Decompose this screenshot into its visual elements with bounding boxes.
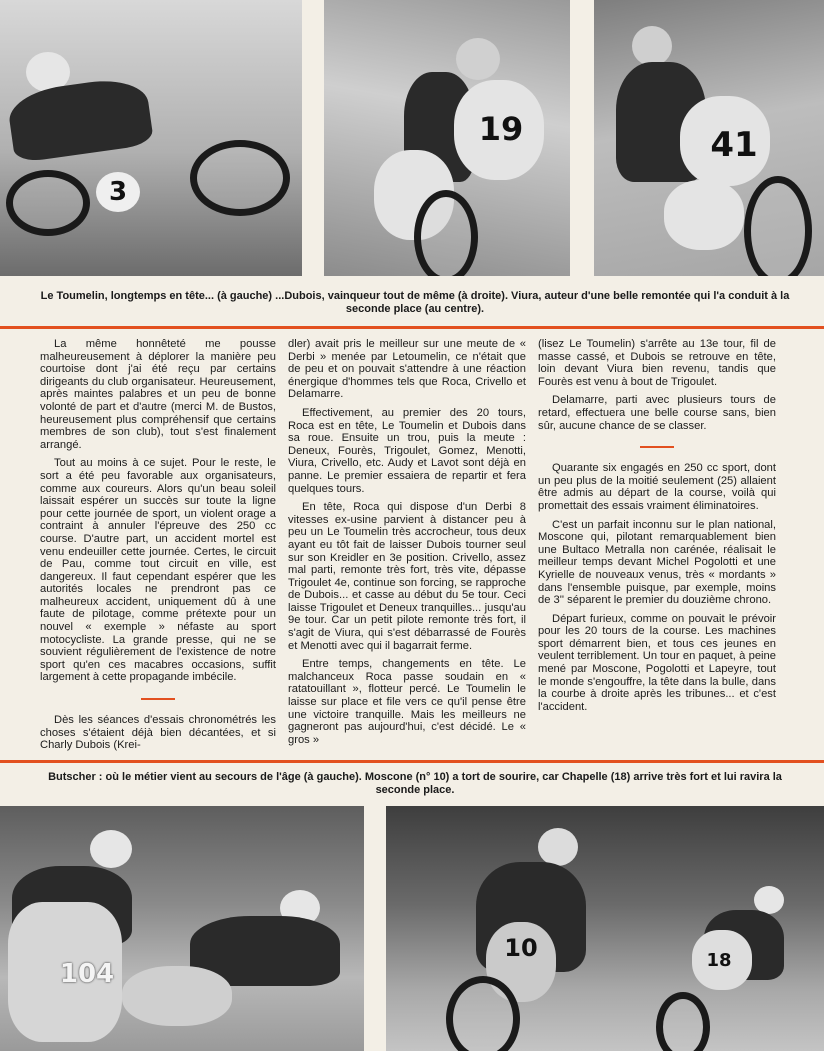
article-paragraph: Départ furieux, comme on pouvait le prévoir pour les 20 tours de la course. Les machines sport démarrent bien, et tous ces jeunes en veulent terriblement. Un tour en paquet, à peine mené par Moscone, Pogolotti et Lapeyre, tout le monde s'engouffre, la tête dans la bulle, dans la courbe à droite après les tribunes... et c'est l'accident. (538, 612, 776, 713)
photo-butscher-sidecar (0, 806, 364, 1051)
article-paragraph: (lisez Le Toumelin) s'arrête au 13e tour, fil de masse cassé, et Dubois se retrouve en tête, loin devant Viura bien revenu, tandis que Fourès est venu à bout de Trigoulet. (538, 338, 776, 388)
photo-le-toumelin (0, 0, 302, 276)
article-column-1 (40, 338, 276, 758)
race-number-104: 104 (59, 959, 115, 989)
photo-moscone-chapelle (386, 806, 824, 1051)
section-separator (640, 446, 674, 448)
bottom-divider (0, 760, 824, 763)
race-number-18: 18 (706, 949, 732, 971)
article-column-3 (538, 338, 776, 719)
top-divider (0, 326, 824, 329)
article-paragraph: C'est un parfait inconnu sur le plan national, Moscone qui, pilotant remarquablement bien une Bultaco Metralla non carénée, réalisait le meilleur temps devant Michel Pogolotti et une Kyrielle de nouveaux venus, très « mordants » dans l'ensemble puisque, par exemple, moins de 3'' séparent le premier du douzième chrono. (538, 518, 776, 607)
article-paragraph: Delamarre, parti avec plusieurs tours de retard, effectuera une belle course sans, bien sûr, aucune chance de se classer. (538, 394, 776, 432)
article-paragraph: Effectivement, au premier des 20 tours, Roca est en tête, Le Toumelin et Dubois dans sa roue. Ensuite un trou, puis la meute : Deneux, Fourès, Trigoulet, Gomez, Menotti, Viura, Crivello, etc. Audy et Lavot sont déjà en panne. Le premier essaiera de repartir et fera quelques tours. (288, 406, 526, 495)
article-paragraph: En tête, Roca qui dispose d'un Derbi 8 vitesses ex-usine parvient à distancer peu à peu un Le Toumelin très accrocheur, tous deux ayant eu tôt fait de laisser Dubois tourner seul sur son Kreidler en 3e position. Crivello, assez mal parti, remonte très fort, très vite, dépasse Trigoulet 4e, continue son forcing, se rapproche de Dubois... et casse au début du 5e tour. Ceci laisse Trigoulet et Deneux tranquilles... jusqu'au 9e tour. Car un petit pilote remonte très fort, il s'agit de Viura, qui s'est débarrassé de Fourès et Menotti avec qui il bagarrait ferme. (288, 501, 526, 652)
bottom-photo-caption: Butscher : où le métier vient au secours de l'âge (à gauche). Moscone (n° 10) a tort de sourire, car Chapelle (18) arrive très fort et lui ravira la seconde place. (48, 771, 782, 796)
article-paragraph: Dès les séances d'essais chronométrés les choses s'étaient déjà bien décantées, et si Charly Dubois (Krei- (40, 714, 276, 752)
article-paragraph: Quarante six engagés en 250 cc sport, dont un peu plus de la moitié seulement (25) allaient être admis au départ de la course, voilà qui promettait des essais vraiment éliminatoires. (538, 462, 776, 512)
race-number-41: 41 (710, 125, 758, 165)
race-number-19: 19 (478, 110, 524, 148)
article-paragraph: Entre temps, changements en tête. Le malchanceux Roca passe soudain en « ratatouillant », flotteur percé. Le Toumelin le laisse sur place et file vers ce qu'il pense être une victoire tranquille. Mais les meilleurs ne gagneront pas aujourd'hui, c'est décidé. Le « gros » (288, 658, 526, 746)
article-paragraph: Tout au moins à ce sujet. Pour le reste, le sort a été peu favorable aux organisateurs, comme aux coureurs. Alors qu'un beau soleil laissait espérer un succès sur toute la ligne pour cette journée de sport, un violent orage a contraint à annuler l'épreuve des 250 cc course. D'autre part, un accident mortel est venu endeuiller cette journée. Certes, le circuit de Pau, comme tout circuit en ville, est dangereux. Il faut cependant espérer que les autorités locales ne prendront pas ce malheureux accident, uniquement dû à une faute de pilotage, comme prétexte pour un nouvel « exemple » néfaste au sport motocycliste. La grande presse, qui ne se souvient régulièrement de l'existence de notre sport qu'en ces macabres occasions, suffit largement à cette propagande imbécile. (40, 457, 276, 684)
article-paragraph: La même honnêteté me pousse malheureusement à déplorer la manière peu courtoise dont j'ai été reçu par certains dirigeants du club organisateur. Heureusement, après maintes palabres et un peu de bonne volonté de part et d'autre (merci M. de Bustos, heureusement plus compréhensif que certains membres de son club), tout s'est finalement arrangé. (40, 338, 276, 451)
photo-viura (324, 0, 570, 276)
article-column-2 (288, 338, 526, 752)
section-separator (141, 698, 175, 700)
race-number-10: 10 (504, 934, 538, 962)
race-number-3: 3 (96, 172, 140, 212)
article-paragraph: dler) avait pris le meilleur sur une meute de « Derbi » menée par Letoumelin, ce n'était que de peu et on pouvait s'attendre à une réaction énergique d'hommes tels que Roca, Crivello et Delamarre. (288, 338, 526, 401)
top-photo-caption: Le Toumelin, longtemps en tête... (à gauche) ...Dubois, vainqueur tout de même (à droite). Viura, auteur d'une belle remontée qui l'a conduit à la seconde place (au centre). (40, 290, 790, 315)
photo-dubois (594, 0, 824, 276)
